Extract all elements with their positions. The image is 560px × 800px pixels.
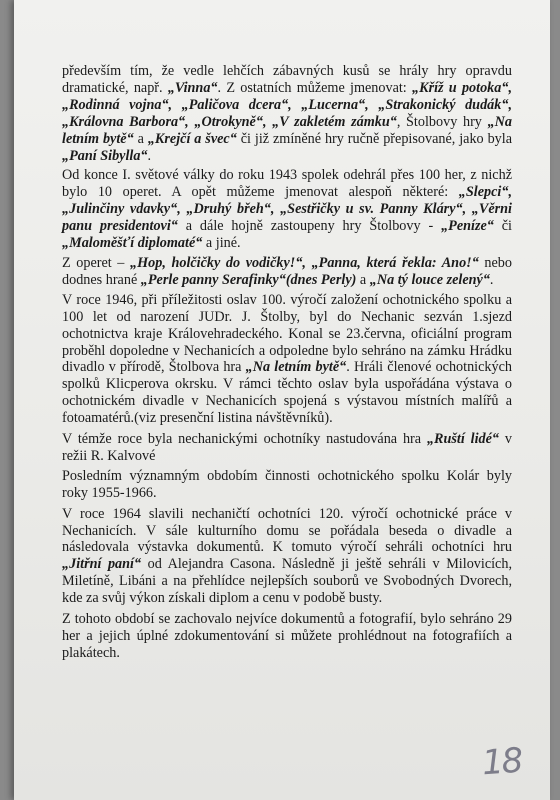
title-emphasis: „Perle panny Serafinky“(dnes Perly) [140,271,357,288]
text-run: a [133,130,148,147]
text-run: . [489,271,494,288]
paragraph-p2 [62,167,512,252]
text-run: . [147,147,152,164]
text-run: Od konce I. světové války do roku 1943 spolek odehrál přes 100 her, z nichž bylo 10 operet. A opět můžeme jmenovat alespoň některé: [62,167,512,201]
title-emphasis: „Vinna“ [167,79,218,96]
title-emphasis: „Na letním bytě“ [245,359,347,376]
text-run: či [493,218,512,235]
text-run: . Hráli členové ochotnických spolků Klicperova okrsku. V rámci těchto oslav byla uspořádána výstava o ochotnickém divadle v Nechanicích spojená s výstavou místních malířů a fotoamatérů.(viz presenční listina návštěvníků). [62,359,513,427]
title-emphasis: „Slepci“, „Julinčiny vdavky“, „Druhý břeh“, „Sestřičky u sv. Panny Kláry“, „Věrni panu presidentovi“ [62,184,512,235]
text-run: od Alejandra Casona. Následně ji ještě sehráli v Milovicích, Miletíně, Libáni a na přehlídce nejlepších souborů ve Svobodných Dvorech, kde za svůj výkon získali diplom a cenu v podobě busty. [62,556,512,607]
paragraph-p4 [62,292,512,427]
title-emphasis: „Na letním bytě“ [62,113,513,147]
text-run: nebo dodnes hrané [62,254,512,288]
text-run: V roce 1964 slavili nechaničtí ochotníci 120. výročí ochotnické práce v Nechanicích. V sále kulturního domu se pořádala beseda o divadle a následovala výstavka dokumentů. K tomuto výročí sehráli ochotníci hru [62,505,512,556]
text-run: , Štolbovy hry [396,113,488,130]
title-emphasis: „Paní Sibylla“ [62,147,148,164]
title-emphasis: „Peníze“ [441,218,494,235]
handwritten-page-number: 18 [480,740,523,784]
text-run: V témže roce byla nechanickými ochotníky nastudována hra [62,431,427,448]
title-emphasis: „Maloměšťí diplomaté“ [62,235,203,252]
title-emphasis: „Na tý louce zelený“ [369,271,490,288]
document-page [14,0,550,800]
title-emphasis: „Krejčí a švec“ [147,130,237,147]
text-run: či již zmíněné hry ručně přepisované, jako byla [236,130,512,147]
paragraph-p3 [62,255,512,289]
text-run: . Z ostatních můžeme jmenovat: [217,79,413,96]
paragraph-p8 [62,611,512,662]
text-run: Z operet – [62,254,130,271]
title-emphasis: „Kříž u potoka“, „Rodinná vojna“, „Paličova dcera“, „Lucerna“, „Strakonický dudák“, „Královna Barbora“, „Otrokyně“, „V zakletém zámku“ [62,79,513,130]
text-run: Posledním významným obdobím činnosti ochotnického spolku Kolár byly roky 1955-1966. [62,467,512,501]
paragraph-p5 [62,431,512,465]
text-run: Z tohoto období se zachovalo nejvíce dokumentů a fotografií, bylo sehráno 29 her a jejich úplné zdokumentování si můžete prohlédnout na fotografiích a plakátech. [62,611,512,661]
title-emphasis: „Jitřní paní“ [62,556,142,573]
title-emphasis: „Hop, holčičky do vodičky!“, „Panna, která řekla: Ano!“ [130,254,479,271]
text-run: v režii R. Kalvové [62,431,512,464]
document-body [62,63,512,665]
text-run: především tím, že vedle lehčích zábavných kusů se hrály hry opravdu dramatické, např. [62,63,512,96]
paragraph-p1 [62,63,512,164]
text-run: a dále hojně zastoupeny hry Štolbovy - [177,218,442,235]
text-run: a jiné. [202,235,241,252]
paragraph-p6 [62,468,512,502]
paragraph-p7 [62,506,512,607]
text-run: a [356,271,370,288]
text-run: V roce 1946, při příležitosti oslav 100. výročí založení ochotnického spolku a 100 let od narození JUDr. J. Štolby, byl do Nechanic sezván 1.sjezd ochotnictva kraje Královehradeckého. Konal se 23.června, oficiální program proběhl dopoledne v Nechanicích a odpoledne bylo sehráno na zámku Hrádku divadlo v přírodě, Štolbova hra [62,291,512,376]
title-emphasis: „Ruští lidé“ [426,431,500,448]
